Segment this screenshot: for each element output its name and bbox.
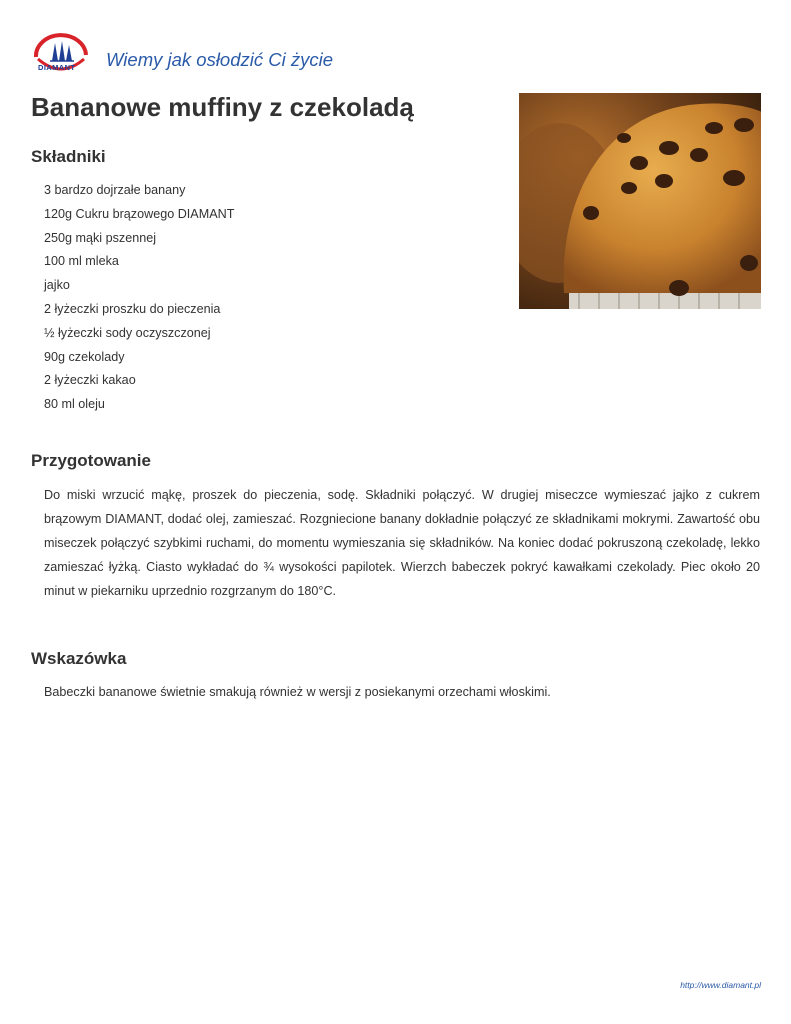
ingredient-item: 80 ml oleju: [44, 397, 105, 412]
ingredient-item: 120g Cukru brązowego DIAMANT: [44, 206, 235, 221]
ingredient-item: 2 łyżeczki proszku do pieczenia: [44, 301, 221, 316]
ingredient-item: 250g mąki pszennej: [44, 230, 157, 245]
footer-website-link[interactable]: http://www.diamant.pl: [680, 980, 761, 990]
tip-text: Babeczki bananowe świetnie smakują również w wersji z posiekanymi orzechami włoskimi.: [44, 685, 551, 699]
tagline: Wiemy jak osłodzić Ci życie: [106, 49, 334, 70]
logo-wordmark: DIAMANT: [38, 63, 76, 72]
preparation-heading: Przygotowanie: [31, 451, 151, 470]
ingredient-item: 2 łyżeczki kakao: [44, 373, 136, 388]
preparation-text: Do miski wrzucić mąkę, proszek do pieczenia, sodę. Składniki połączyć. W drugiej miseczce wymieszać jajko z cukrem brązowym DIAMANT, dodać olej, zamieszać. Rozgniecione banany dokładnie połączyć ze składnikami mokrymi. Zawartość obu miseczek połączyć szybkimi ruchami, do momentu wymieszania się składników. Na koniec dodać pokruszoną czekoladę, lekko zamieszać łyżką. Ciasto wykładać do ¾ wysokości papilotek. Wierzch babeczek pokryć kawałkami czekolady. Piec około 20 minut w piekarniku uprzednio rozgrzanym do 180°C.: [44, 488, 760, 598]
tip-heading: Wskazówka: [31, 649, 127, 668]
ingredient-item: 3 bardzo dojrzałe banany: [44, 183, 186, 197]
ingredients-heading: Składniki: [31, 147, 106, 166]
ingredient-item: jajko: [44, 278, 70, 293]
diamant-logo-icon: [30, 33, 92, 79]
ingredient-item: 100 ml mleka: [44, 254, 119, 269]
ingredient-item: 90g czekolady: [44, 349, 125, 364]
muffin-photo: [519, 93, 761, 309]
recipe-title: Bananowe muffiny z czekoladą: [31, 92, 414, 122]
header: [30, 33, 430, 81]
ingredients-list: [44, 179, 234, 417]
ingredient-item: ½ łyżeczki sody oczyszczonej: [44, 325, 211, 340]
diamant-logo[interactable]: [30, 33, 92, 79]
